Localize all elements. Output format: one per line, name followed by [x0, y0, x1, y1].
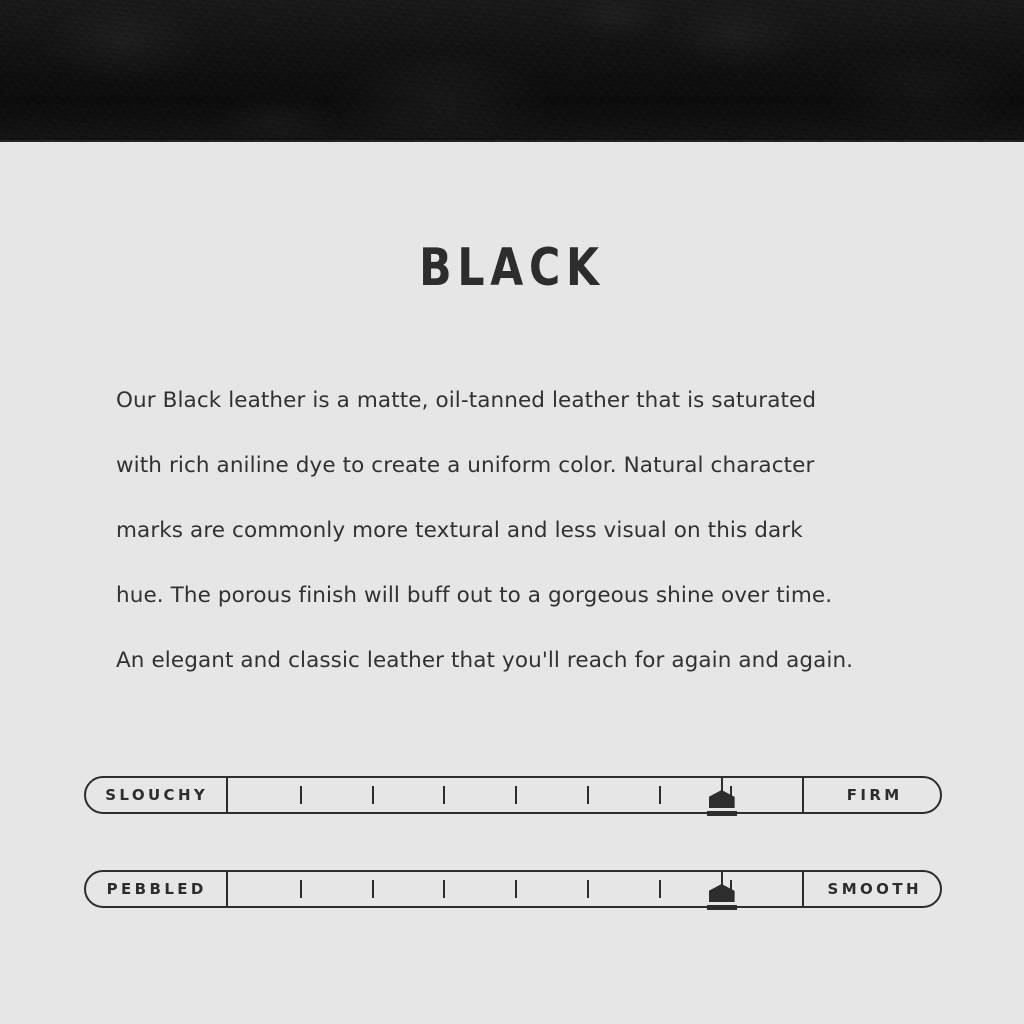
page-title: BLACK — [419, 238, 605, 298]
texture-scale-left-label: PEBBLED — [84, 870, 228, 908]
scale-tick — [659, 786, 661, 804]
description-line: Our Black leather is a matte, oil-tanned leather that is saturated — [116, 388, 817, 413]
black-leather-swatch-image — [0, 0, 1024, 142]
description-line: with rich aniline dye to create a uniform color. Natural character — [116, 453, 815, 478]
scale-tick — [300, 880, 302, 898]
marker-base — [707, 905, 737, 910]
texture-scale-ticks — [228, 870, 802, 908]
swatch-bottom-edge — [0, 138, 1024, 142]
scale-tick — [300, 786, 302, 804]
scale-tick — [587, 880, 589, 898]
scale-tick — [587, 786, 589, 804]
scale-tick — [515, 880, 517, 898]
firmness-scale-right-label: FIRM — [802, 776, 942, 814]
scale-tick — [372, 786, 374, 804]
description-line: marks are commonly more textural and less visual on this dark — [116, 518, 803, 543]
firmness-scale-left-label: SLOUCHY — [84, 776, 228, 814]
scale-tick — [372, 880, 374, 898]
description-line: An elegant and classic leather that you'll reach for again and again. — [116, 648, 854, 673]
marker-base — [707, 811, 737, 816]
firmness-scale — [84, 776, 942, 814]
scale-tick — [659, 880, 661, 898]
texture-scale — [84, 870, 942, 908]
scale-tick — [443, 786, 445, 804]
description-text — [116, 368, 914, 693]
attribute-scales — [84, 776, 942, 964]
scale-tick — [515, 786, 517, 804]
scale-tick — [443, 880, 445, 898]
description-line: hue. The porous finish will buff out to a gorgeous shine over time. — [116, 583, 833, 608]
firmness-scale-ticks — [228, 776, 802, 814]
texture-scale-right-label: SMOOTH — [802, 870, 942, 908]
